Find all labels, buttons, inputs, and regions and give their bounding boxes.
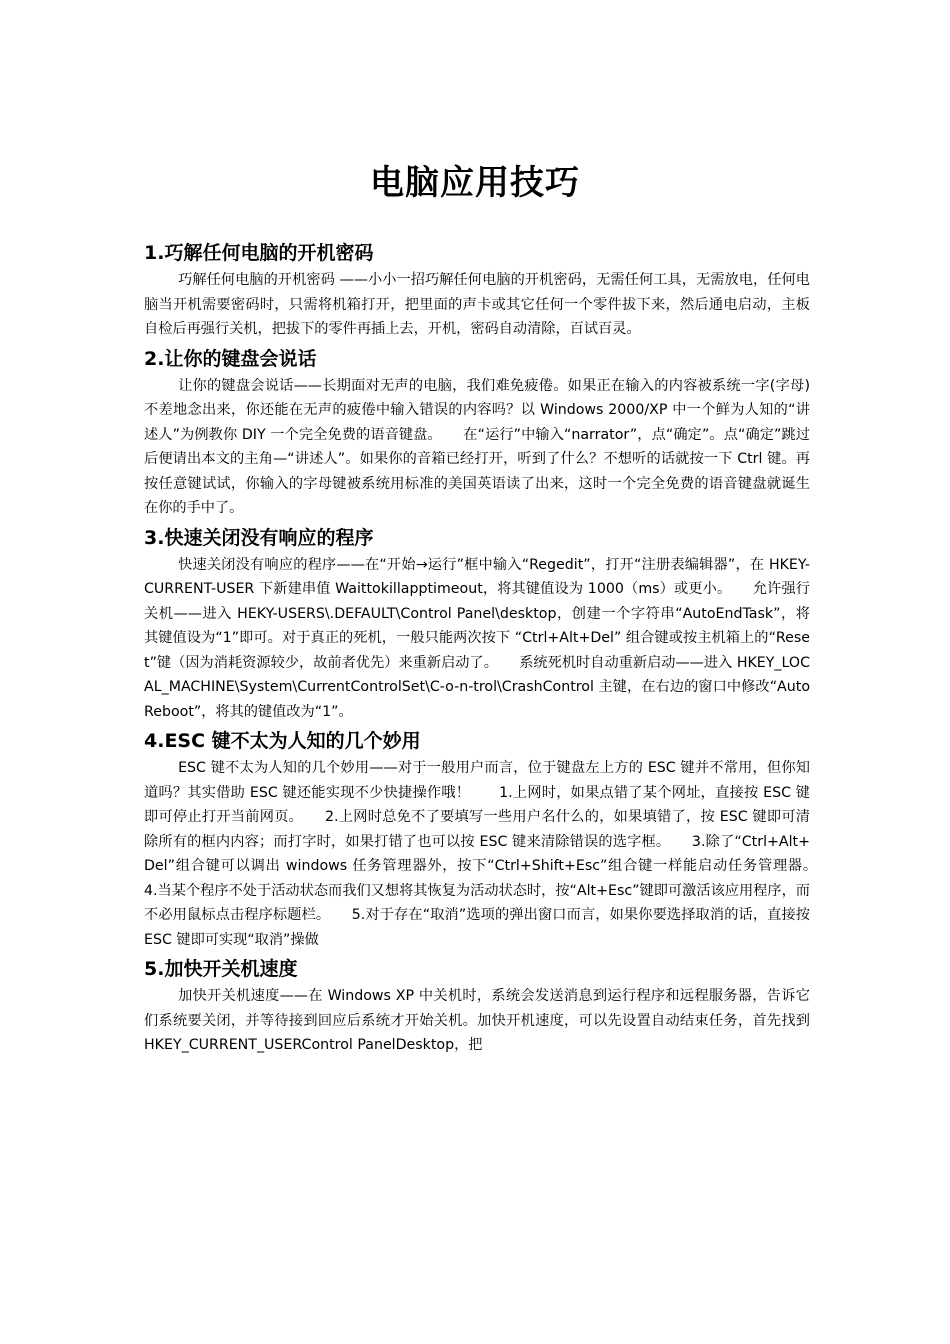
section-heading-2: 2.让你的键盘会说话 xyxy=(144,347,317,370)
section-heading-4: 4.ESC 键不太为人知的几个妙用 xyxy=(144,730,421,752)
section-heading-1: 1.巧解任何电脑的开机密码 xyxy=(144,242,374,264)
section-body-4: ESC 键不太为人知的几个妙用——对于一般用户而言，位于键盘左上方的 ESC 键并不常用，但你知道吗？其实借助 ESC 键还能实现不少快捷操作哦！ 1.上网时，如果点错了某个网址，直接按 ESC 键即可停止打开当前网页。 2.上网时总免不了要填写一些用户名什么的，如果填错了，按 ESC 键即可清除所有的框内内容；而打字时，如果打错了也可以按 ESC 键来清除错误的选字框。 3.除了“Ctrl+Alt+Del”组合键可以调出 windows 任务管理器外，按下“Ctrl+Shift+Esc”组合键一样能启动任务管理器。 4.当某个程序不处于活动状态而我们又想将其恢复为活动状态时，按“Alt+Esc”键即可激活该应用程序，而不必用鼠标点击程序标题栏。 5.对于存在“取消”选项的弹出窗口而言，如果你要选择取消的话，直接按 ESC 键即可实现“取消”操做 xyxy=(144,760,839,948)
document-title: 电脑应用技巧 xyxy=(370,163,580,203)
section-body-5: 加快开关机速度——在 Windows XP 中关机时，系统会发送消息到运行程序和远程服务器，告诉它们系统要关闭，并等待接到回应后系统才开始关机。加快开机速度，可以先设置自动结束任务，首先找到 HKEY_CURRENT_USERControl PanelDesktop，把 xyxy=(144,988,810,1053)
section-heading-5: 5.加快开关机速度 xyxy=(144,958,298,980)
section-body-3: 快速关闭没有响应的程序——在“开始→运行”框中输入“Regedit”，打开“注册表编辑器”，在 HKEY-CURRENT-USER 下新建串值 Waittokillapptimeout，将其键值设为 1000（ms）或更小。 允许强行关机——进入 HEKY-USERS\.DEFAULT\Control Panel\desktop，创建一个字符串“AutoEndTask”，将其键值设为“1”即可。对于真正的死机，一般只能两次按下 “Ctrl+Alt+Del” 组合键或按主机箱上的“Reset”键（因为消耗资源较少，故前者优先）来重新启动了。 系统死机时自动重新启动——进入 HKEY_LOCAL_MACHINE\System\CurrentControlSet\C-o-n-trol\CrashControl 主键，在右边的窗口中修改“AutoReboot”，将其的键值改为“1”。 xyxy=(144,556,810,720)
section-heading-3: 3.快速关闭没有响应的程序 xyxy=(144,526,374,549)
section-body-2: 让你的键盘会说话——长期面对无声的电脑，我们难免疲倦。如果正在输入的内容被系统一字(字母)不差地念出来，你还能在无声的疲倦中输入错误的内容吗？以 Windows 2000/XP 中一个鲜为人知的“讲述人”为例教你 DIY 一个完全免费的语音键盘。 在“运行”中输入“narrator”，点“确定”。点“确定”跳过后便请出本文的主角—“讲述人”。如果你的音箱已经打开，听到了什么？不想听的话就按一下 Ctrl 键。再按任意键试试，你输入的字母键被系统用标准的美国英语读了出来，这时一个完全免费的语音键盘就诞生在你的手中了。 xyxy=(144,377,810,516)
section-body-1: 巧解任何电脑的开机密码 ——小小一招巧解任何电脑的开机密码，无需任何工具，无需放电，任何电脑当开机需要密码时，只需将机箱打开，把里面的声卡或其它任何一个零件拔下来，然后通电启动，主板自检后再强行关机，把拔下的零件再插上去，开机，密码自动清除，百试百灵。 xyxy=(144,272,810,337)
document-content xyxy=(144,238,839,1060)
